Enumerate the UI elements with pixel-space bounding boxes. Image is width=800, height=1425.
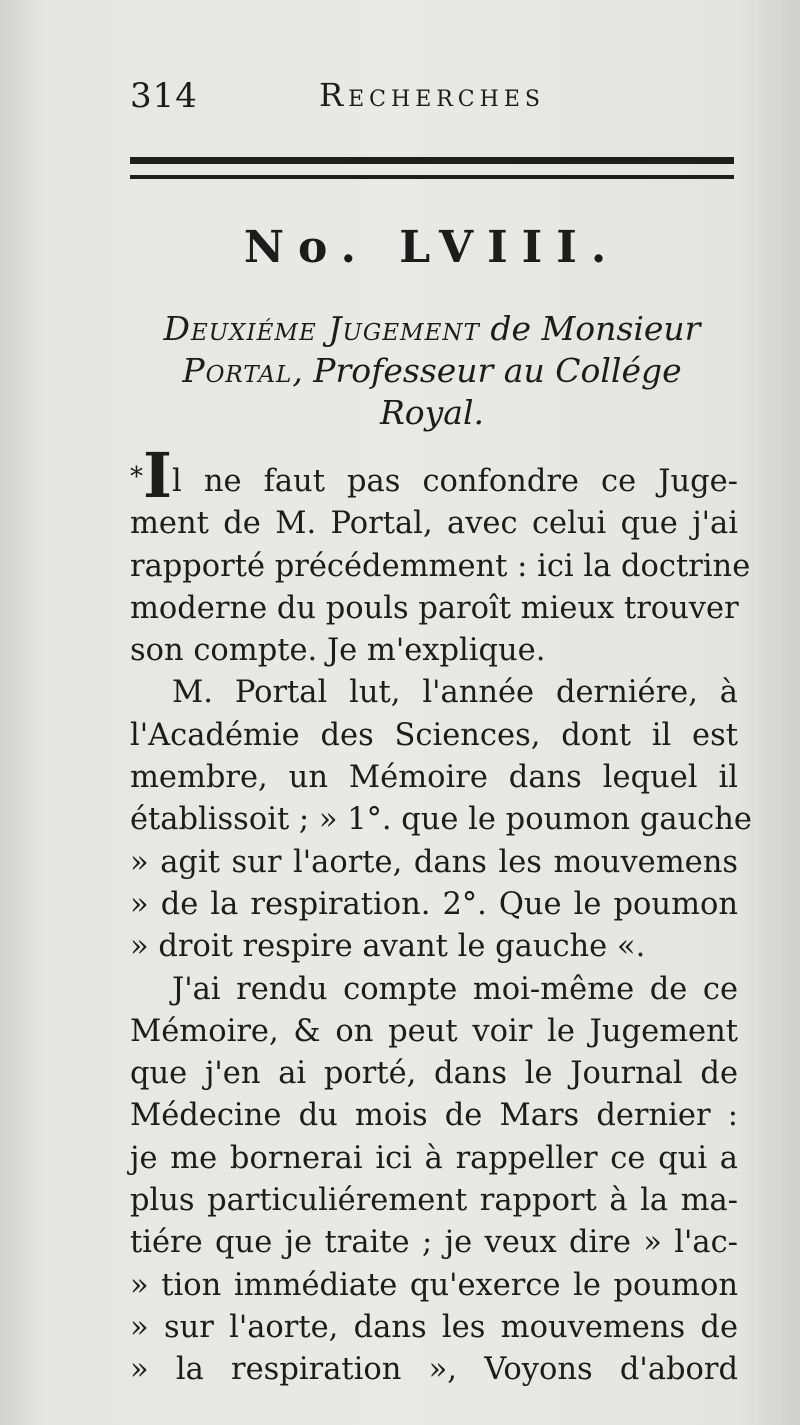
- text-line: » agit sur l'aorte, dans les mouvemens: [130, 844, 738, 880]
- text-line: » tion immédiate qu'exerce le poumon: [130, 1267, 738, 1303]
- headline-line-3: Royal.: [379, 393, 485, 432]
- text-line: rapporté précédemment : ici la doctrine: [130, 548, 751, 584]
- text-line: membre, un Mémoire dans lequel il: [130, 760, 738, 796]
- text-line: » de la respiration. 2°. Que le poumon: [130, 886, 738, 922]
- text-line: » sur l'aorte, dans les mouvemens de: [130, 1309, 738, 1345]
- text-line: plus particuliérement rapport à la ma-: [130, 1183, 738, 1219]
- headline-rest-1: de Monsieur: [479, 309, 701, 348]
- body-text: [130, 439, 752, 1392]
- rule-thin: [130, 175, 734, 179]
- double-rule-divider: [130, 155, 734, 185]
- text-line: son compte. Je m'explique.: [130, 633, 546, 669]
- drop-cap: I: [143, 439, 173, 512]
- text-line: je me bornerai ici à rappeller ce qui a: [130, 1140, 738, 1176]
- headline-line-1: [130, 308, 734, 350]
- headline-line-2: [130, 350, 734, 392]
- text-line: moderne du pouls paroît mieux trouver: [130, 590, 739, 626]
- text-line: » la respiration », Voyons d'abord: [130, 1352, 738, 1388]
- headline-caps-2: Portal: [182, 351, 293, 390]
- text-line: M. Portal lut, l'année derniére, à: [172, 675, 738, 711]
- running-title: Recherches: [319, 76, 545, 114]
- headline-rest-2: , Professeur au Collége: [292, 351, 682, 390]
- text-line: ment de M. Portal, avec celui que j'ai: [130, 506, 738, 542]
- paragraph-3: [130, 969, 738, 1392]
- paragraph-1: [130, 439, 751, 672]
- line-text: l ne faut pas confondre ce Juge-: [172, 464, 738, 499]
- page-number: 314: [130, 76, 198, 116]
- text-line: [130, 439, 738, 512]
- text-line: Mémoire, & on peut voir le Jugement: [130, 1013, 738, 1049]
- text-line: J'ai rendu compte moi-même de ce: [172, 971, 738, 1007]
- text-line: établissoit ; » 1°. que le poumon gauche: [130, 802, 752, 838]
- paragraph-2: [130, 672, 752, 968]
- footnote-star: *: [130, 462, 143, 492]
- text-line: l'Académie des Sciences, dont il est: [130, 717, 738, 753]
- text-line: Médecine du mois de Mars dernier :: [130, 1098, 738, 1134]
- text-line: tiére que je traite ; je veux dire » l'ac-: [130, 1225, 738, 1261]
- text-line: que j'en ai porté, dans le Journal de: [130, 1056, 738, 1092]
- rule-thick: [130, 157, 734, 164]
- section-headline: [130, 308, 734, 434]
- running-head: [130, 72, 734, 122]
- text-line: » droit respire avant le gauche «.: [130, 929, 646, 965]
- section-number: No. LVIII.: [243, 222, 621, 273]
- headline-caps-1: Deuxiéme Jugement: [163, 309, 480, 348]
